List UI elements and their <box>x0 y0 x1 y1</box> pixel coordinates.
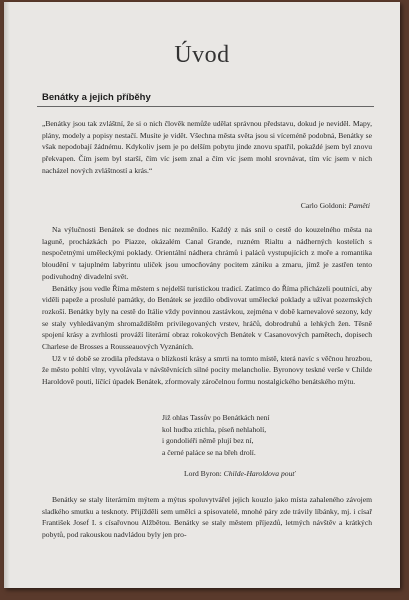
body-paragraph: Benátky se staly literárním mýtem a mýtus spoluvytvářel jejich kouzlo jako místa zahaleného závojem sladkého smutku a tesknoty. Přijížděli sem umělci a spisovatelé, mnohé páry zde trávily líbánky, mj. i císař František Josef I. s císařovnou Alžbětou. Benátky se staly městem příjezdů, letmých návštěv a krátkých pobytů, pod rakouskou nadvládou byly jen pro- <box>42 495 372 540</box>
body-paragraph: Už v té době se zrodila představa o blízkosti krásy a smrti na tomto místě, která navíc s věčnou hrozbou, že město pohltí vlny, vyvolávala v návštěvnících silné pocity melancholie. Byronovy teskné verše v Childe Haroldově pouti, líčící úpadek Benátek, zformovaly záročelnou formu nostalgického benátského mýtu. <box>42 353 372 387</box>
quote-author: Carlo Goldoni: <box>300 201 347 210</box>
poem-line: kol hudba ztichla, píseň nehlaholí, <box>162 424 267 434</box>
poem-source: Childe-Haroldova pouť <box>223 469 296 478</box>
chapter-title: Úvod <box>174 42 230 68</box>
poem-line: i gondoliéři němě plují bez ní, <box>162 436 254 446</box>
body-paragraph: Benátky jsou vedle Říma městem s nejdelší turistickou tradicí. Zatímco do Říma přicházeli poutníci, aby viděli papeže a proslulé památky, do Benátek se jezdilo obdivovat umělecké poklady a užívat pozemských rozkoší. Benátky byly na cestě do Itálie vždy povinnou zastávkou, zejména v době karnevalové sezony, kdy se staly vyhledávaným shromaždištěm privilegovaných vrstev, hráčů, dobrodruhů a lehkých žen. Těsně spojení krásy a zvrhlosti prováží literární obraz rokokových Benátek v Casanovových pamětech, dopisech Charlese de Brosses a Rousseauových Vyznáních. <box>42 283 372 352</box>
poem-attribution <box>184 469 295 478</box>
book-page <box>4 2 400 588</box>
section-divider <box>37 106 374 107</box>
opening-quote <box>42 118 372 177</box>
page-fold-shadow <box>4 2 10 588</box>
body-text <box>42 224 372 388</box>
body-paragraph: Na výlučnosti Benátek se dodnes nic nezměnilo. Každý z nás snil o cestě do kouzelného města na laguně, procházkách po Piazze, okázalém Canal Grande, ruzném Rialtu a nádherných kostelích s nespočetnými uměleckými poklady. Orientální nádhera chrámů i paláců vystupujících z moře a romantika bloudění v tajuplném labyrintu uliček jsou umocňovány pocitem zániku a zmaru, jímž je zastřen tento podivuhodný divadelní svět. <box>42 225 372 281</box>
final-text <box>42 494 372 541</box>
quote-text: „Benátky jsou tak zvláštní, že si o nich člověk nemůže udělat správnou představu, dokud je neviděl. Mapy, plány, modely a popisy nestačí. Musíte je vidět. Všechna města světa jsou si víceméně podobná, Benátky se však nepodobají žádnému. Kdykoliv jsem je po delším pobytu jinde znovu spatřil, pokaždé jsem byl znovu překvapen. Čím jsem byl starší, čím víc jsem znal a čím víc jsem mohl srovnávat, tím víc jsem v nich nacházel nových zvláštností a krás.“ <box>42 119 372 175</box>
quote-attribution <box>301 201 370 210</box>
section-heading: Benátky a jejich příběhy <box>42 92 151 103</box>
poem-author: Lord Byron: <box>184 469 222 478</box>
quote-source: Paměti <box>348 201 370 210</box>
poem-line: Již ohlas Tassův po Benátkách není <box>162 413 270 422</box>
poem-line: a černé paláce se na břeh drolí. <box>162 448 256 458</box>
poem-excerpt <box>162 412 270 459</box>
